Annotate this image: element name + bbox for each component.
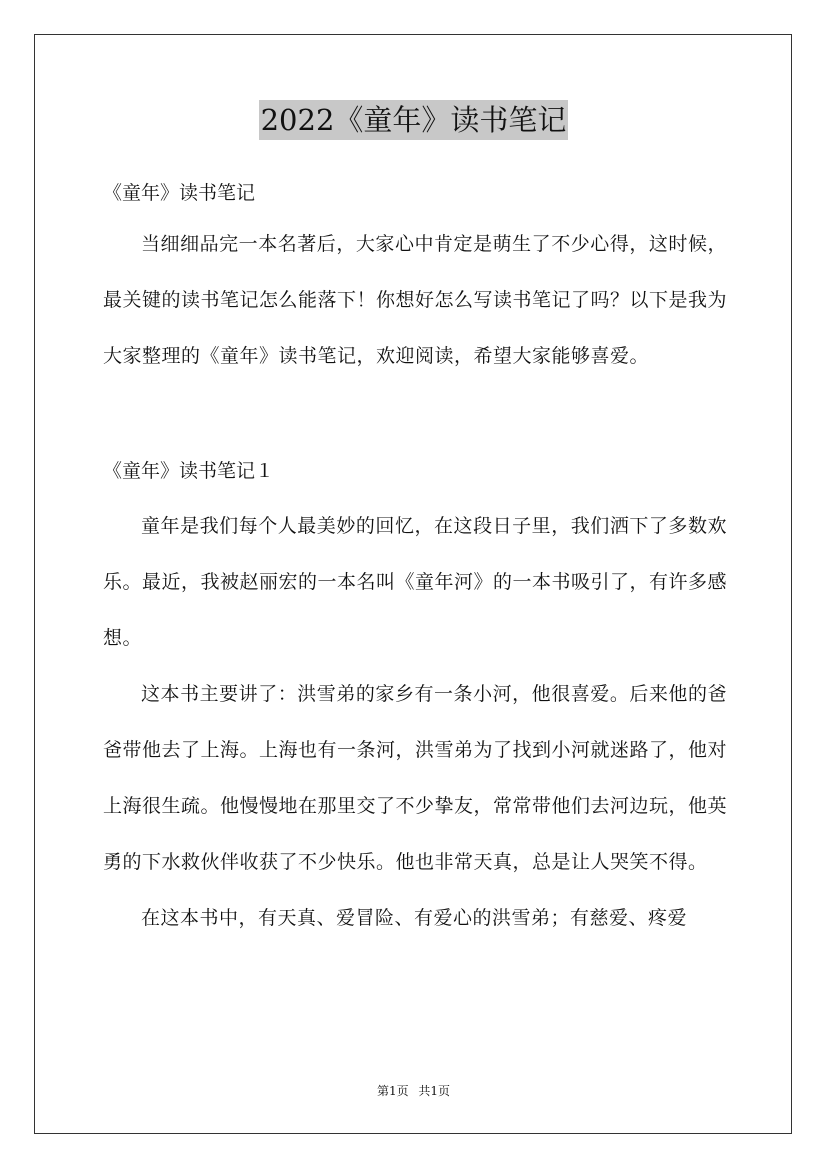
section1-paragraph-1: 童年是我们每个人最美妙的回忆，在这段日子里，我们洒下了多数欢乐。最近，我被赵丽宏的一本名叫《童年河》的一本书吸引了，有许多感想。: [103, 515, 728, 649]
page-number-label: 第1页: [376, 1084, 409, 1098]
intro-heading: 《童年》读书笔记: [103, 182, 256, 204]
document-title: 2022《童年》读书笔记: [259, 100, 569, 140]
title-container: [0, 100, 827, 140]
page-footer: [0, 1083, 827, 1099]
intro-paragraph: 当细细品完一本名著后，大家心中肯定是萌生了不少心得，这时候，最关键的读书笔记怎么能落下！你想好怎么写读书笔记了吗？以下是我为大家整理的《童年》读书笔记，欢迎阅读，希望大家能够喜爱。: [103, 233, 728, 367]
section1-paragraph-2: 这本书主要讲了：洪雪弟的家乡有一条小河，他很喜爱。后来他的爸爸带他去了上海。上海也有一条河，洪雪弟为了找到小河就迷路了，他对上海很生疏。他慢慢地在那里交了不少挚友，常常带他们去河边玩，他英勇的下水救伙伴收获了不少快乐。他也非常天真，总是让人哭笑不得。: [103, 683, 728, 873]
page-total-label: 共1页: [418, 1084, 451, 1098]
section1-heading: 《童年》读书笔记１: [103, 460, 275, 482]
section1-paragraph-3: 在这本书中，有天真、爱冒险、有爱心的洪雪弟；有慈爱、疼爱: [141, 907, 688, 929]
section-spacer: [103, 384, 727, 448]
document-body: [103, 170, 727, 946]
